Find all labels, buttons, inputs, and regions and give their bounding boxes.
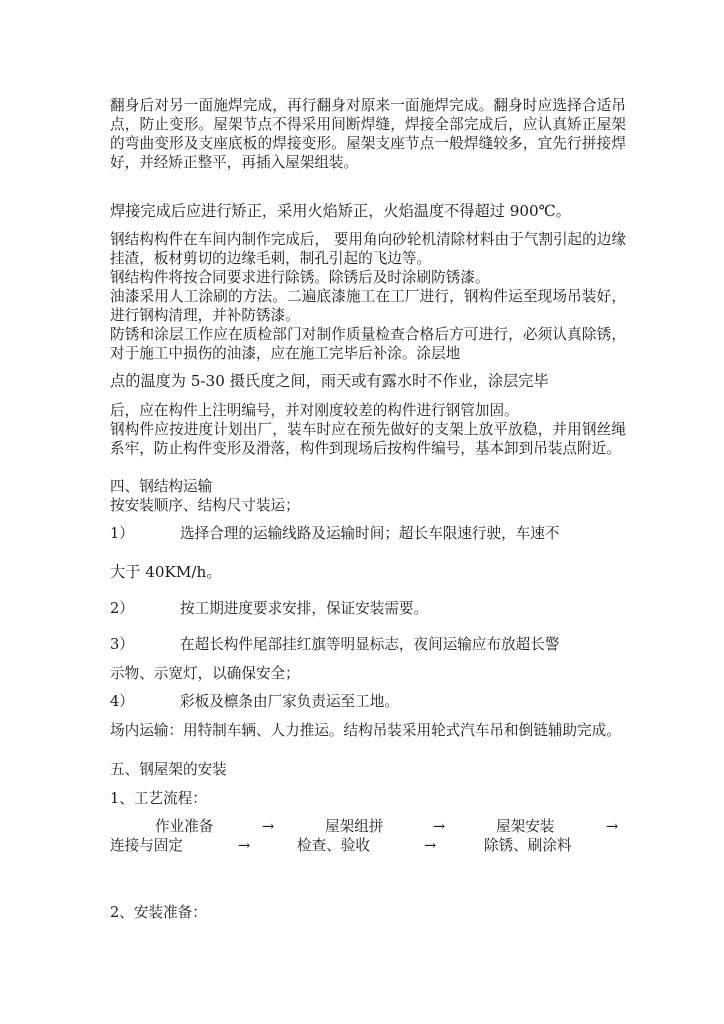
paragraph-coating-b: 点的温度为 5-30 摄氏度之间，雨天或有露水时不作业，涂层完毕 bbox=[110, 372, 549, 390]
paragraph-assembly-welding: 翻身后对另一面施焊完成，再行翻身对原来一面施焊完成。翻身时应选择合适吊点，防止变形。屋架节点不得采用间断焊缝，焊接全部完成后，应认真矫正屋架的弯曲变形及支座底板的焊接变形。屋架支座节点一般焊缝较多，宜先行拼接焊好，并经矫正整平，再插入屋架组装。 bbox=[110, 97, 626, 171]
flow-step-prep: 作业准备 bbox=[155, 818, 214, 835]
paragraph-coating-a: 防锈和涂层工作应在质检部门对制作质量检查合格后方可进行，必须认真除锈，对于施工中损伤的油漆，应在施工完毕后补涂。涂层地 bbox=[110, 326, 626, 362]
list-number: 3） bbox=[110, 636, 134, 653]
paragraph-coating-c: 后，应在构件上注明编号，并对刚度较差的构件进行钢管加固。 bbox=[110, 402, 519, 419]
subheading-install-prep: 2、安装准备： bbox=[110, 904, 207, 921]
list-text: 彩板及檩条由厂家负责运至工地。 bbox=[180, 693, 399, 710]
paragraph-shipping: 钢构件应按进度计划出厂，装车时应在预先做好的支架上放平放稳，并用钢丝绳系牢，防止构件变形及滑落，构件到现场后按构件编号，基本卸到吊装点附近。 bbox=[110, 421, 626, 457]
flow-step-connect-fix: 连接与固定 bbox=[110, 837, 183, 854]
list-number: 2） bbox=[110, 600, 134, 617]
list-item-3-cont: 示物、示宽灯，以确保安全； bbox=[110, 665, 300, 682]
section-heading-4: 四、钢结构运输 bbox=[110, 478, 213, 495]
paragraph-straightening: 焊接完成后应进行矫正，采用火焰矫正，火焰温度不得超过 900℃。 bbox=[110, 202, 571, 220]
paragraph-rust-removal: 钢结构件将按合同要求进行除锈。除锈后及时涂刷防锈漆。 bbox=[110, 269, 490, 286]
section-heading-5: 五、钢屋架的安装 bbox=[110, 761, 227, 778]
flow-arrow-icon: → bbox=[262, 818, 275, 835]
flow-arrow-icon: → bbox=[238, 837, 251, 854]
list-text: 按工期进度要求安排，保证安装需要。 bbox=[180, 600, 429, 617]
flow-arrow-icon: → bbox=[606, 818, 619, 835]
paragraph-grinding: 钢结构构件在车间内制作完成后， 要用角向砂轮机清除材料由于气割引起的边缘挂渣，板材剪切的边缘毛刺，制孔引起的飞边等。 bbox=[110, 231, 626, 267]
list-number: 1） bbox=[110, 525, 134, 542]
flow-arrow-icon: → bbox=[424, 837, 437, 854]
list-item-1-cont: 大于 40KM/h。 bbox=[110, 563, 222, 581]
paragraph-site-transport: 场内运输：用特制车辆、人力推运。结构吊装采用轮式汽车吊和倒链辅助完成。 bbox=[110, 722, 621, 739]
list-text: 选择合理的运输线路及运输时间；超长车限速行驶，车速不 bbox=[180, 525, 560, 542]
flow-step-derust-paint: 除锈、刷涂料 bbox=[484, 837, 572, 854]
flow-step-truss-assembly: 屋架组拼 bbox=[325, 818, 384, 835]
list-number: 4） bbox=[110, 693, 134, 710]
flow-arrow-icon: → bbox=[433, 818, 446, 835]
list-text: 在超长构件尾部挂红旗等明显标志，夜间运输应布放超长警 bbox=[180, 636, 560, 653]
paragraph-loading: 按安装顺序、结构尺寸装运； bbox=[110, 497, 300, 514]
subheading-process-flow: 1、工艺流程： bbox=[110, 790, 207, 807]
flow-step-truss-install: 屋架安装 bbox=[496, 818, 555, 835]
paragraph-painting: 油漆采用人工涂刷的方法。二遍底漆施工在工厂进行，钢构件运至现场吊装好，进行钢构清理，并补防锈漆。 bbox=[110, 288, 626, 324]
flow-step-inspection: 检查、验收 bbox=[297, 837, 370, 854]
